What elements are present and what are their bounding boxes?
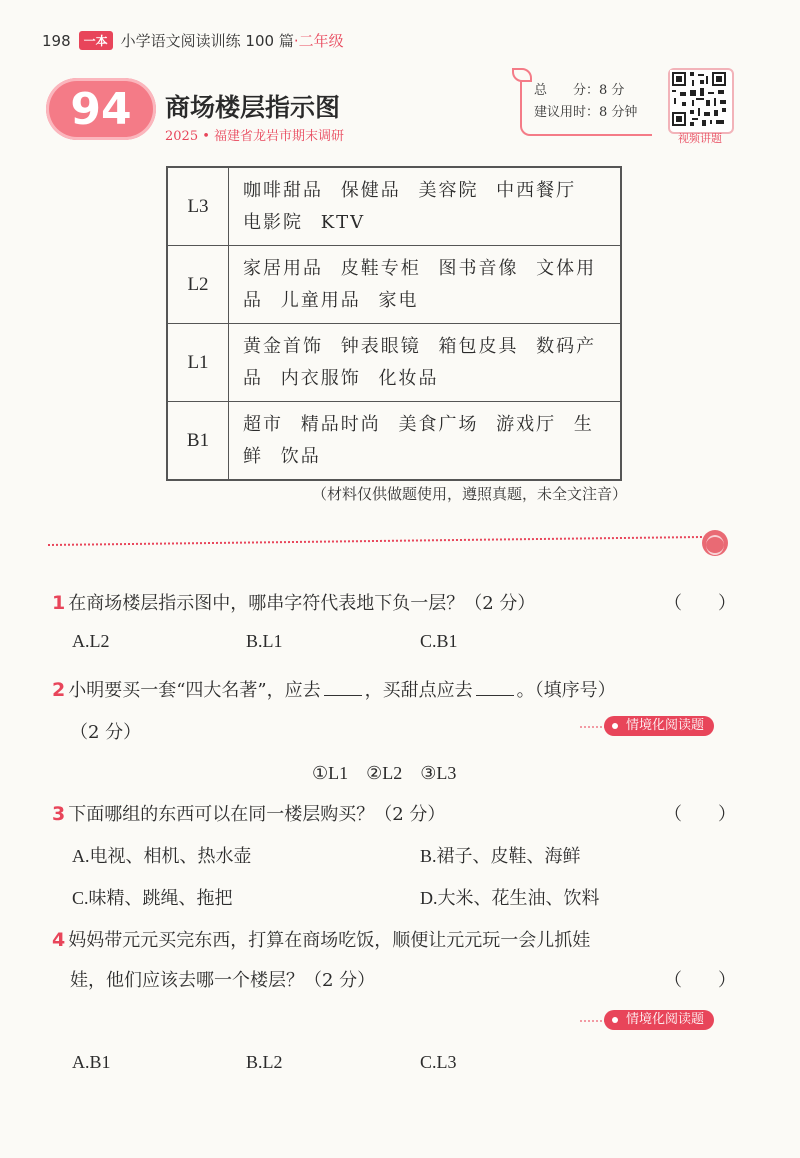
answer-parentheses[interactable]: （ ）: [664, 970, 736, 991]
lesson-number-badge: 94: [46, 78, 156, 140]
floor-label: L3: [167, 167, 229, 246]
answer-parentheses[interactable]: （ ）: [664, 593, 736, 614]
floor-shops: 咖啡甜品 保健品 美容院 中西餐厅 电影院 KTV: [229, 167, 622, 246]
suggested-time: 建议用时：8 分钟: [534, 105, 638, 120]
question-score: （2 分）: [70, 722, 142, 743]
question-text: 妈妈带元元买完东西，打算在商场吃饭，顺便让元元玩一会儿抓娃: [68, 930, 591, 951]
question-text-continued: 娃，他们应该去哪一个楼层？（2 分）: [70, 970, 376, 991]
running-header: [42, 30, 344, 51]
option-b[interactable]: B.L1: [246, 631, 283, 651]
floor-shops: 超市 精品时尚 美食广场 游戏厅 生鲜 饮品: [229, 402, 622, 481]
video-explanation-label[interactable]: 视频讲题: [678, 132, 722, 145]
option-a[interactable]: A.B1: [72, 1052, 111, 1072]
option-a[interactable]: A.L2: [72, 631, 110, 651]
page-number: 198: [42, 31, 71, 50]
floor-shops: 家居用品 皮鞋专柜 图书音像 文体用品 儿童用品 家电: [229, 246, 622, 324]
fill-choices: ①L1 ②L2 ③L3: [312, 763, 457, 783]
question-4: [52, 926, 590, 952]
question-number: 2: [52, 679, 66, 701]
situational-reading-tag: 情境化阅读题: [604, 1010, 714, 1030]
option-c[interactable]: C.B1: [420, 631, 458, 651]
floor-label: L1: [167, 324, 229, 402]
floor-label: B1: [167, 402, 229, 481]
option-b[interactable]: B.裙子、皮鞋、海鲜: [420, 846, 581, 866]
question-3: [52, 800, 445, 826]
qr-code-icon[interactable]: [668, 68, 734, 134]
floor-label: L2: [167, 246, 229, 324]
lesson-title: 商场楼层指示图: [165, 93, 341, 122]
question-text: 。（填序号）: [516, 680, 616, 701]
table-row: [167, 324, 621, 402]
question-text: 在商场楼层指示图中，哪串字符代表地下负一层？（2 分）: [68, 593, 536, 614]
answer-blank[interactable]: [476, 695, 514, 696]
question-text: ，买甜点应去: [364, 680, 473, 701]
question-text: 小明要买一套“四大名著”，应去: [68, 680, 321, 701]
yarn-ball-icon: [702, 530, 728, 556]
situational-reading-tag: 情境化阅读题: [604, 716, 714, 736]
option-a[interactable]: A.电视、相机、热水壶: [72, 846, 252, 866]
table-row: [167, 246, 621, 324]
section-divider: [48, 536, 706, 546]
option-c[interactable]: C.味精、跳绳、拖把: [72, 888, 233, 908]
lesson-source: 2025 • 福建省龙岩市期末调研: [165, 129, 345, 144]
question-number: 1: [52, 592, 66, 614]
series-badge: 一本: [79, 31, 113, 50]
table-row: [167, 402, 621, 481]
option-d[interactable]: D.大米、花生油、饮料: [420, 888, 600, 908]
question-1: [52, 589, 535, 615]
mall-directory-table: [166, 166, 622, 481]
option-c[interactable]: C.L3: [420, 1052, 457, 1072]
question-number: 4: [52, 929, 66, 951]
question-2: [52, 676, 616, 702]
book-title: 小学语文阅读训练 100 篇·二年级: [120, 32, 344, 50]
question-number: 3: [52, 803, 66, 825]
answer-blank[interactable]: [324, 695, 362, 696]
floor-shops: 黄金首饰 钟表眼镜 箱包皮具 数码产品 内衣服饰 化妆品: [229, 324, 622, 402]
answer-parentheses[interactable]: （ ）: [664, 804, 736, 825]
table-row: [167, 167, 621, 246]
option-b[interactable]: B.L2: [246, 1052, 283, 1072]
question-text: 下面哪组的东西可以在同一楼层购买？（2 分）: [68, 804, 446, 825]
total-score: 总 分：8 分: [534, 83, 625, 98]
score-time-box: [520, 80, 652, 136]
material-note: （材料仅供做题使用，遵照真题，未全文注音）: [312, 485, 628, 503]
